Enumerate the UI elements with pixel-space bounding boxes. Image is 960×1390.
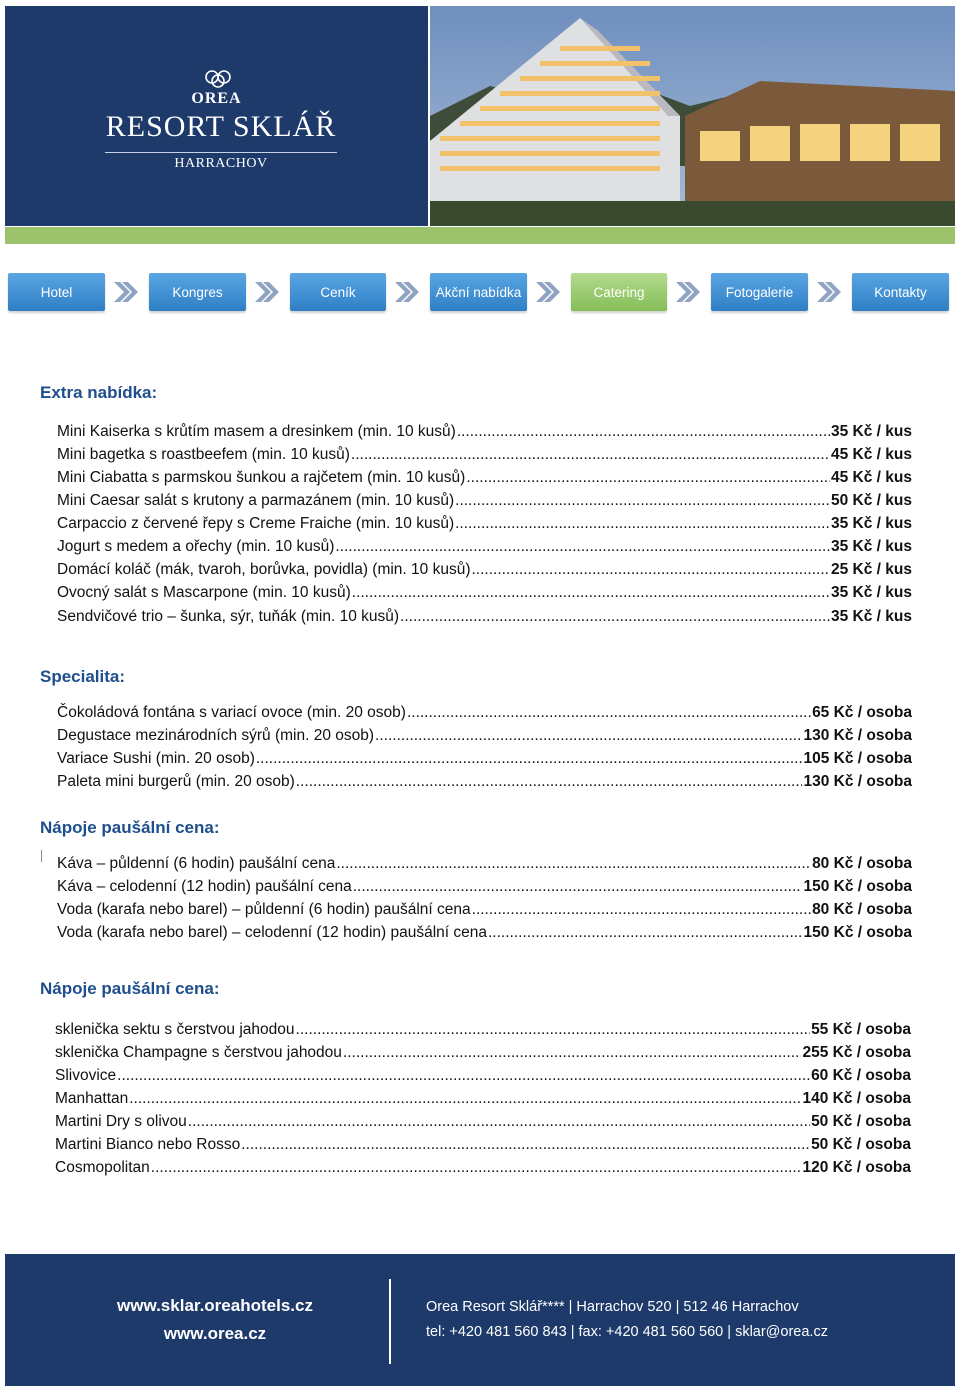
list-item: [57, 489, 912, 511]
item-name: Mini Kaiserka s krůtím masem a dresinkem (min. 10 kusů): [57, 423, 456, 440]
item-price: 50 Kč / kus: [831, 492, 912, 509]
list-item: [55, 1110, 911, 1132]
item-name: Mini Ciabatta s parmskou šunkou a rajčetem (min. 10 kusů): [57, 469, 466, 486]
footer-website-link[interactable]: www.sklar.oreahotels.cz: [117, 1296, 313, 1315]
list-item: [57, 724, 912, 746]
item-price: 80 Kč / osoba: [812, 855, 912, 872]
list-item: [57, 420, 912, 442]
hotel-photo: [430, 6, 955, 226]
list-item: [57, 898, 912, 920]
item-price: 55 Kč / osoba: [811, 1021, 911, 1038]
section-title-napoje-2: Nápoje paušální cena:: [40, 979, 220, 998]
chevron-right-icon: [391, 279, 419, 305]
brand-panel: [5, 6, 428, 226]
list-item: [55, 1018, 911, 1040]
item-price: 120 Kč / osoba: [802, 1159, 911, 1176]
item-name: Sendvičové trio – šunka, sýr, tuňák (min. 10 kusů): [57, 608, 400, 625]
item-price: 80 Kč / osoba: [812, 901, 912, 918]
item-name: Slivovice: [55, 1067, 117, 1084]
item-price: 45 Kč / kus: [831, 446, 912, 463]
item-price: 35 Kč / kus: [831, 515, 912, 532]
list-item: [57, 770, 912, 792]
item-price: 25 Kč / kus: [831, 561, 912, 578]
item-price: 45 Kč / kus: [831, 469, 912, 486]
hotel-building-image: [430, 6, 955, 226]
orea-flower-icon: [201, 68, 235, 90]
list-item: [57, 921, 912, 943]
list-item: [57, 605, 912, 627]
item-price: 150 Kč / osoba: [803, 878, 912, 895]
item-price: 130 Kč / osoba: [803, 773, 912, 790]
list-item: [57, 747, 912, 769]
item-price: 35 Kč / kus: [831, 538, 912, 555]
footer-contacts: tel: +420 481 560 843 | fax: +420 481 560 560 | sklar@orea.cz: [426, 1324, 828, 1340]
item-name: Cosmopolitan: [55, 1159, 150, 1176]
section-title-extra: Extra nabídka:: [40, 383, 158, 402]
list-item: [57, 535, 912, 557]
item-name: Manhattan: [55, 1090, 129, 1107]
list-item: [57, 852, 912, 874]
list-item: [55, 1133, 911, 1155]
list-item: [55, 1041, 911, 1063]
list-item: [55, 1064, 911, 1086]
item-name: Voda (karafa nebo barel) – celodenní (12 hodin) paušální cena: [57, 924, 487, 941]
item-price: 35 Kč / kus: [831, 608, 912, 625]
item-name: Mini Caesar salát s krutony a parmazánem (min. 10 kusů): [57, 492, 455, 509]
item-price: 65 Kč / osoba: [812, 704, 912, 721]
item-price: 150 Kč / osoba: [803, 924, 912, 941]
footer-orea-link[interactable]: www.orea.cz: [163, 1324, 267, 1343]
item-price: 50 Kč / osoba: [811, 1113, 911, 1130]
item-name: Jogurt s medem a ořechy (min. 10 kusů): [57, 538, 335, 555]
section-title-napoje-1: Nápoje paušální cena:: [40, 818, 220, 837]
nav-akcni-nabidka[interactable]: Akční nabídka: [430, 273, 527, 311]
item-name: Degustace mezinárodních sýrů (min. 20 osob): [57, 727, 375, 744]
item-price: 35 Kč / kus: [831, 423, 912, 440]
nav-kongres[interactable]: Kongres: [149, 273, 246, 311]
header: [5, 6, 955, 226]
list-item: [55, 1156, 911, 1178]
list-item: [55, 1087, 911, 1109]
nav-cenik[interactable]: Ceník: [290, 273, 386, 311]
list-item: [57, 443, 912, 465]
footer-address: Orea Resort Sklář**** | Harrachov 520 | 512 46 Harrachov: [426, 1299, 799, 1315]
item-price: 255 Kč / osoba: [802, 1044, 911, 1061]
chevron-right-icon: [110, 279, 138, 305]
footer-divider: [389, 1279, 391, 1364]
item-price: 105 Kč / osoba: [803, 750, 912, 767]
chevron-right-icon: [251, 279, 279, 305]
logo-city: HARRACHOV: [174, 156, 268, 171]
list-item: [57, 466, 912, 488]
nav-catering[interactable]: Catering: [571, 273, 667, 311]
chevron-right-icon: [672, 279, 700, 305]
item-name: Domácí koláč (mák, tvaroh, borůvka, povidla) (min. 10 kusů): [57, 561, 471, 578]
item-name: sklenička Champagne s čerstvou jahodou: [55, 1044, 342, 1061]
main-nav: [0, 273, 960, 313]
nav-hotel[interactable]: Hotel: [8, 273, 105, 311]
item-name: Martini Bianco nebo Rosso: [55, 1136, 241, 1153]
chevron-right-icon: [532, 279, 560, 305]
item-name: skleničkа sektu s čerstvou jahodou: [55, 1021, 295, 1038]
chevron-right-icon: [813, 279, 841, 305]
footer: [5, 1254, 955, 1386]
item-price: 50 Kč / osoba: [811, 1136, 911, 1153]
item-name: Variace Sushi (min. 20 osob): [57, 750, 255, 767]
logo-orea: OREA: [191, 90, 242, 107]
nav-fotogalerie[interactable]: Fotogalerie: [711, 273, 808, 311]
list-item: [57, 701, 912, 723]
item-name: Káva – celodenní (12 hodin) paušální cena: [57, 878, 352, 895]
header-green-band: [5, 227, 955, 244]
list-item: [57, 875, 912, 897]
item-name: Paleta mini burgerů (min. 20 osob): [57, 773, 295, 790]
item-name: Čokoládová fontána s variací ovoce (min. 20 osob): [57, 704, 406, 721]
nav-kontakty[interactable]: Kontakty: [852, 273, 949, 311]
item-price: 60 Kč / osoba: [811, 1067, 911, 1084]
logo-divider: [105, 152, 337, 153]
item-name: Mini bagetka s roastbeefem (min. 10 kusů): [57, 446, 350, 463]
item-price: 130 Kč / osoba: [803, 727, 912, 744]
item-name: Carpaccio z červené řepy s Creme Fraiche (min. 10 kusů): [57, 515, 455, 532]
item-name: Voda (karafa nebo barel) – půldenní (6 hodin) paušální cena: [57, 901, 471, 918]
logo-resort-name: RESORT SKLÁŘ: [105, 110, 337, 143]
section-title-specialita: Specialita:: [40, 667, 126, 686]
item-name: Káva – půldenní (6 hodin) paušální cena: [57, 855, 336, 872]
list-item: [57, 558, 912, 580]
item-name: Martini Dry s olivou: [55, 1113, 187, 1130]
list-marker: [41, 850, 42, 862]
item-price: 35 Kč / kus: [831, 584, 912, 601]
list-item: [57, 512, 912, 534]
item-name: Ovocný salát s Mascarpone (min. 10 kusů): [57, 584, 351, 601]
list-item: [57, 581, 912, 603]
item-price: 140 Kč / osoba: [802, 1090, 911, 1107]
